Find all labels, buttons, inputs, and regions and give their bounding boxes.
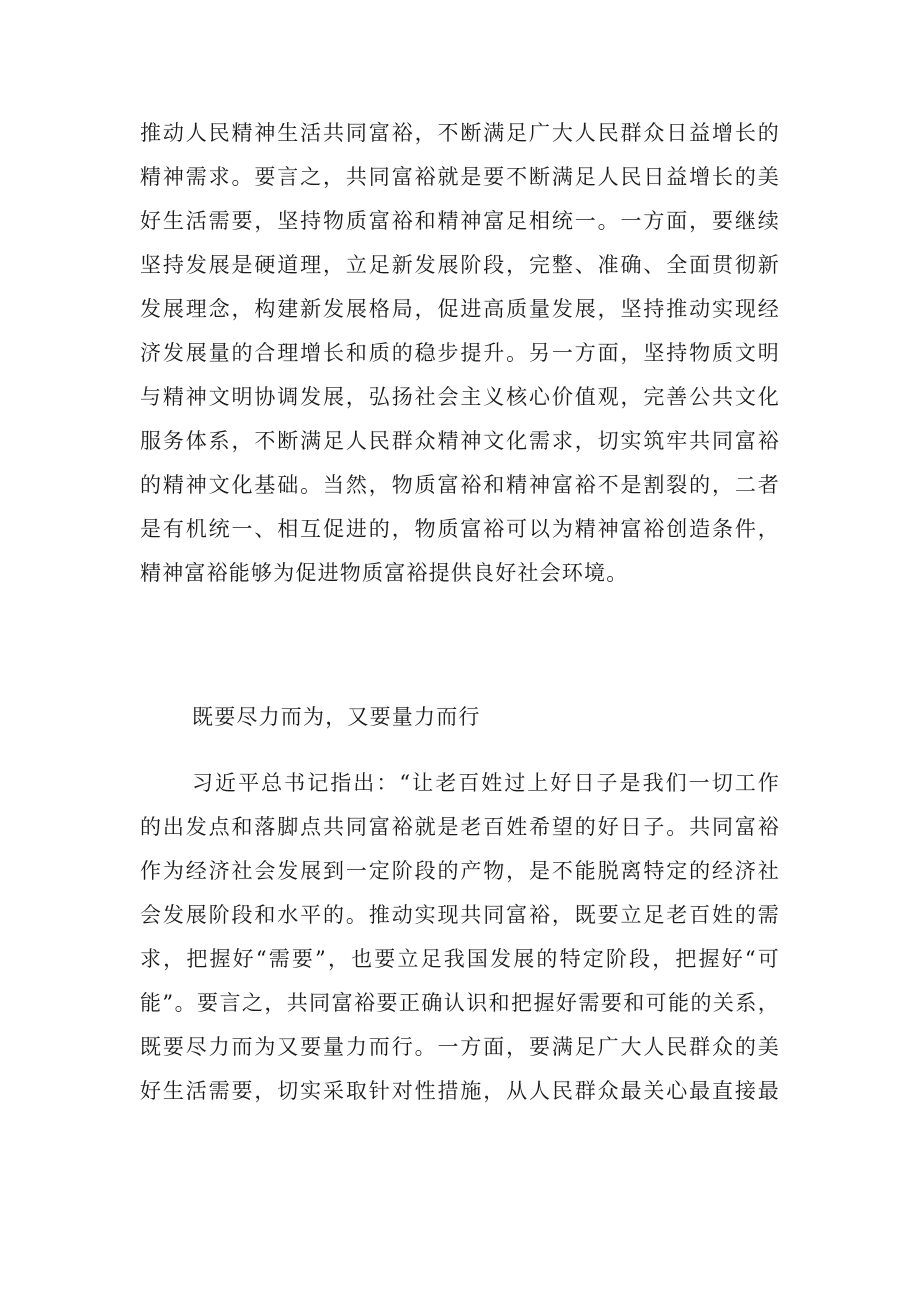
text-line: 服务体系，不断满足人民群众精神文化需求，切实筑牢共同富裕 <box>140 429 780 453</box>
text-line: 与精神文明协调发展，弘扬社会主义核心价值观，完善公共文化 <box>140 385 780 409</box>
text-line: 推动人民精神生活共同富裕，不断满足广大人民群众日益增长的 <box>140 121 780 145</box>
text-line: 作为经济社会发展到一定阶段的产物，是不能脱离特定的经济社 <box>140 859 780 883</box>
paragraph-need-and-possibility <box>140 761 780 1113</box>
text-line: 求，把握好“需要”，也要立足我国发展的特定阶段，把握好“可 <box>140 947 780 971</box>
text-line: 精神需求。要言之，共同富裕就是要不断满足人民日益增长的美 <box>140 165 780 189</box>
text-line: 发展理念，构建新发展格局，促进高质量发展，坚持推动实现经 <box>140 297 780 321</box>
paragraph-common-prosperity-spiritual <box>140 111 780 595</box>
text-line: 济发展量的合理增长和质的稳步提升。另一方面，坚持物质文明 <box>140 341 780 365</box>
text-line: 能”。要言之，共同富裕要正确认识和把握好需要和可能的关系， <box>140 991 780 1015</box>
text-line: 会发展阶段和水平的。推动实现共同富裕，既要立足老百姓的需 <box>140 903 780 927</box>
section-heading-text: 既要尽力而为，又要量力而行 <box>192 705 481 729</box>
section-heading <box>140 695 780 739</box>
text-line: 好生活需要，坚持物质富裕和精神富足相统一。一方面，要继续 <box>140 209 780 233</box>
text-line: 精神富裕能够为促进物质富裕提供良好社会环境。 <box>140 561 629 585</box>
text-line: 是有机统一、相互促进的，物质富裕可以为精神富裕创造条件， <box>140 517 780 541</box>
text-line: 好生活需要，切实采取针对性措施，从人民群众最关心最直接最 <box>140 1079 780 1103</box>
text-line: 的精神文化基础。当然，物质富裕和精神富裕不是割裂的，二者 <box>140 473 780 497</box>
text-line: 坚持发展是硬道理，立足新发展阶段，完整、准确、全面贯彻新 <box>140 253 780 277</box>
text-line: 的出发点和落脚点共同富裕就是老百姓希望的好日子。共同富裕 <box>140 815 780 839</box>
text-line: 既要尽力而为又要量力而行。一方面，要满足广大人民群众的美 <box>140 1035 780 1059</box>
text-line: 习近平总书记指出：“让老百姓过上好日子是我们一切工作 <box>192 771 780 795</box>
